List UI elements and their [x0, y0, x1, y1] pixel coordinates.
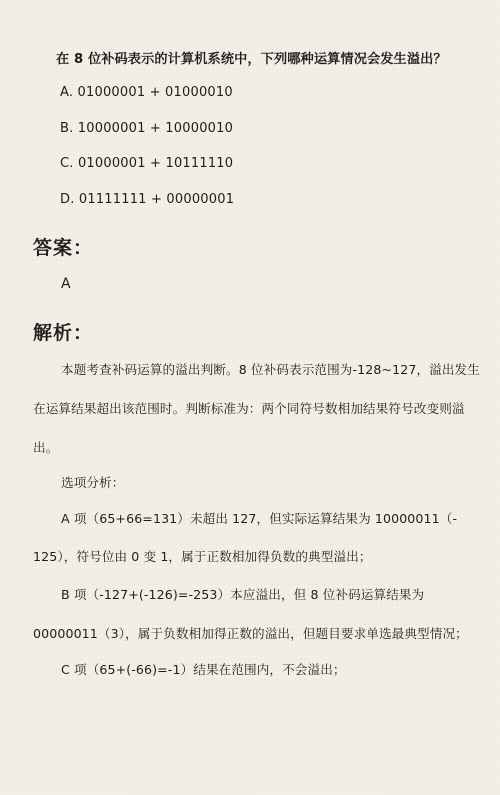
analysis-line: A 项（65+66=131）未超出 127，但实际运算结果为 10000011（- [61, 511, 458, 526]
answer-value: A [61, 276, 71, 292]
option-b: B. 10000001 + 10000010 [60, 121, 234, 136]
option-a: A. 01000001 + 01000010 [60, 85, 233, 100]
analysis-heading: 解析： [33, 322, 94, 344]
option-d: D. 01111111 + 00000001 [60, 192, 235, 207]
analysis-line: 出。 [33, 440, 59, 455]
analysis-line: B 项（-127+(-126)=-253）本应溢出，但 8 位补码运算结果为 [61, 587, 425, 602]
analysis-subheading: 选项分析： [61, 475, 125, 490]
analysis-line: 本题考查补码运算的溢出判断。8 位补码表示范围为-128~127，溢出发生 [61, 362, 480, 377]
analysis-line: 00000011（3），属于负数相加得正数的溢出，但题目要求单选最典型情况； [33, 626, 468, 641]
analysis-line: 125），符号位由 0 变 1，属于正数相加得负数的典型溢出； [33, 549, 372, 564]
question-text: 在 8 位补码表示的计算机系统中，下列哪种运算情况会发生溢出？ [56, 52, 447, 67]
option-c: C. 01000001 + 10111110 [60, 156, 234, 171]
analysis-line: 在运算结果超出该范围时。判断标准为：两个同符号数相加结果符号改变则溢 [33, 401, 465, 416]
analysis-line: C 项（65+(-66)=-1）结果在范围内，不会溢出； [61, 662, 346, 677]
answer-heading: 答案： [33, 237, 94, 259]
